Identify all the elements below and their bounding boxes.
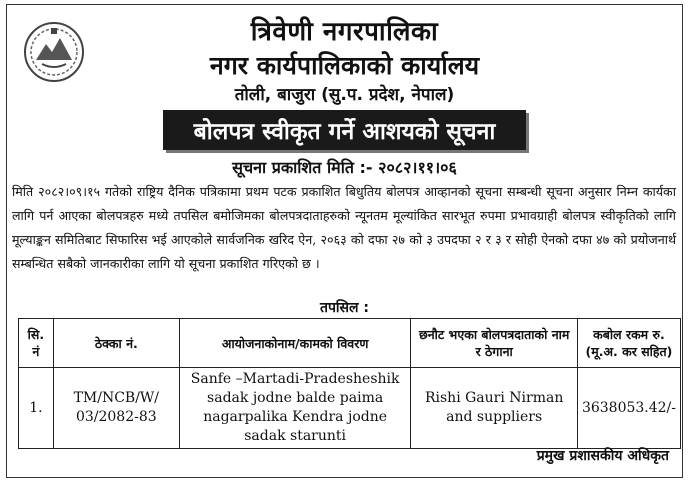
table-header-row: [19, 319, 681, 368]
cell-sn: 1.: [19, 368, 54, 449]
published-date: सूचना प्रकाशित मिति :- २०८२।११।०६: [232, 158, 457, 177]
col-project: आयोजनाकोनाम/कामको विवरण: [179, 319, 411, 368]
col-amount: कबोल रकम रु. (मू.अ. कर सहित): [577, 319, 680, 368]
notice-body: मिति २०८२।०९।१५ गतेको राष्ट्रिय दैनिक पत्रिकामा प्रथम पटक प्रकाशित बिधुतिय बोलपत्र आव्हानको सूचना सम्बन्धी सूचना अनुसार निम्न कार्यका लागि पर्न आएका बोलपत्रहरु मध्ये तपसिल बमोजिमका बोलपत्रदाताहरुको न्यूनतम मूल्यांकित सारभूत रुपमा प्रभावग्राही बोलपत्र स्वीकृतिको लागि मूल्याङ्कन समितिबाट सिफारिस भई आएकोले सार्वजनिक खरिद ऐन, २०६३ को दफा २७ को ३ उपदफा २ र ३ र सोही ऐनको दफा ४७ को प्रयोजनार्थ सम्बन्धित सबैको जानकारीका लागि यो सूचना प्रकाशित गरिएको छ ।: [12, 184, 676, 271]
org-name: त्रिवेणी नगरपालिका: [250, 17, 439, 47]
col-sn: सि. नं: [19, 319, 54, 368]
schedule-label: तपसिल :: [320, 300, 369, 316]
office-name: नगर कार्यपालिकाको कार्यालय: [209, 51, 480, 80]
notice-title: बोलपत्र स्वीकृत गर्ने आशयको सूचना: [163, 110, 526, 150]
table-row: [19, 368, 681, 449]
col-contract-no: ठेक्का नं.: [53, 319, 179, 368]
cell-bidder: Rishi Gauri Nirman and suppliers: [411, 368, 578, 449]
col-bidder: छनौट भएका बोलपत्रदाताको नाम र ठेगाना: [411, 319, 578, 368]
office-address: तोली, बाजुरा (सु.प. प्रदेश, नेपाल): [234, 85, 455, 105]
bid-table: [18, 318, 681, 449]
cell-contract-no: TM/NCB/W/ 03/2082-83: [53, 368, 179, 449]
signatory: प्रमुख प्रशासकीय अधिकृत: [536, 448, 669, 464]
cell-amount: 3638053.42/-: [577, 368, 680, 449]
cell-project: Sanfe –Martadi-Pradesheshik sadak jodne balde paima nagarpalika Kendra jodne sadak starunti: [179, 368, 411, 449]
